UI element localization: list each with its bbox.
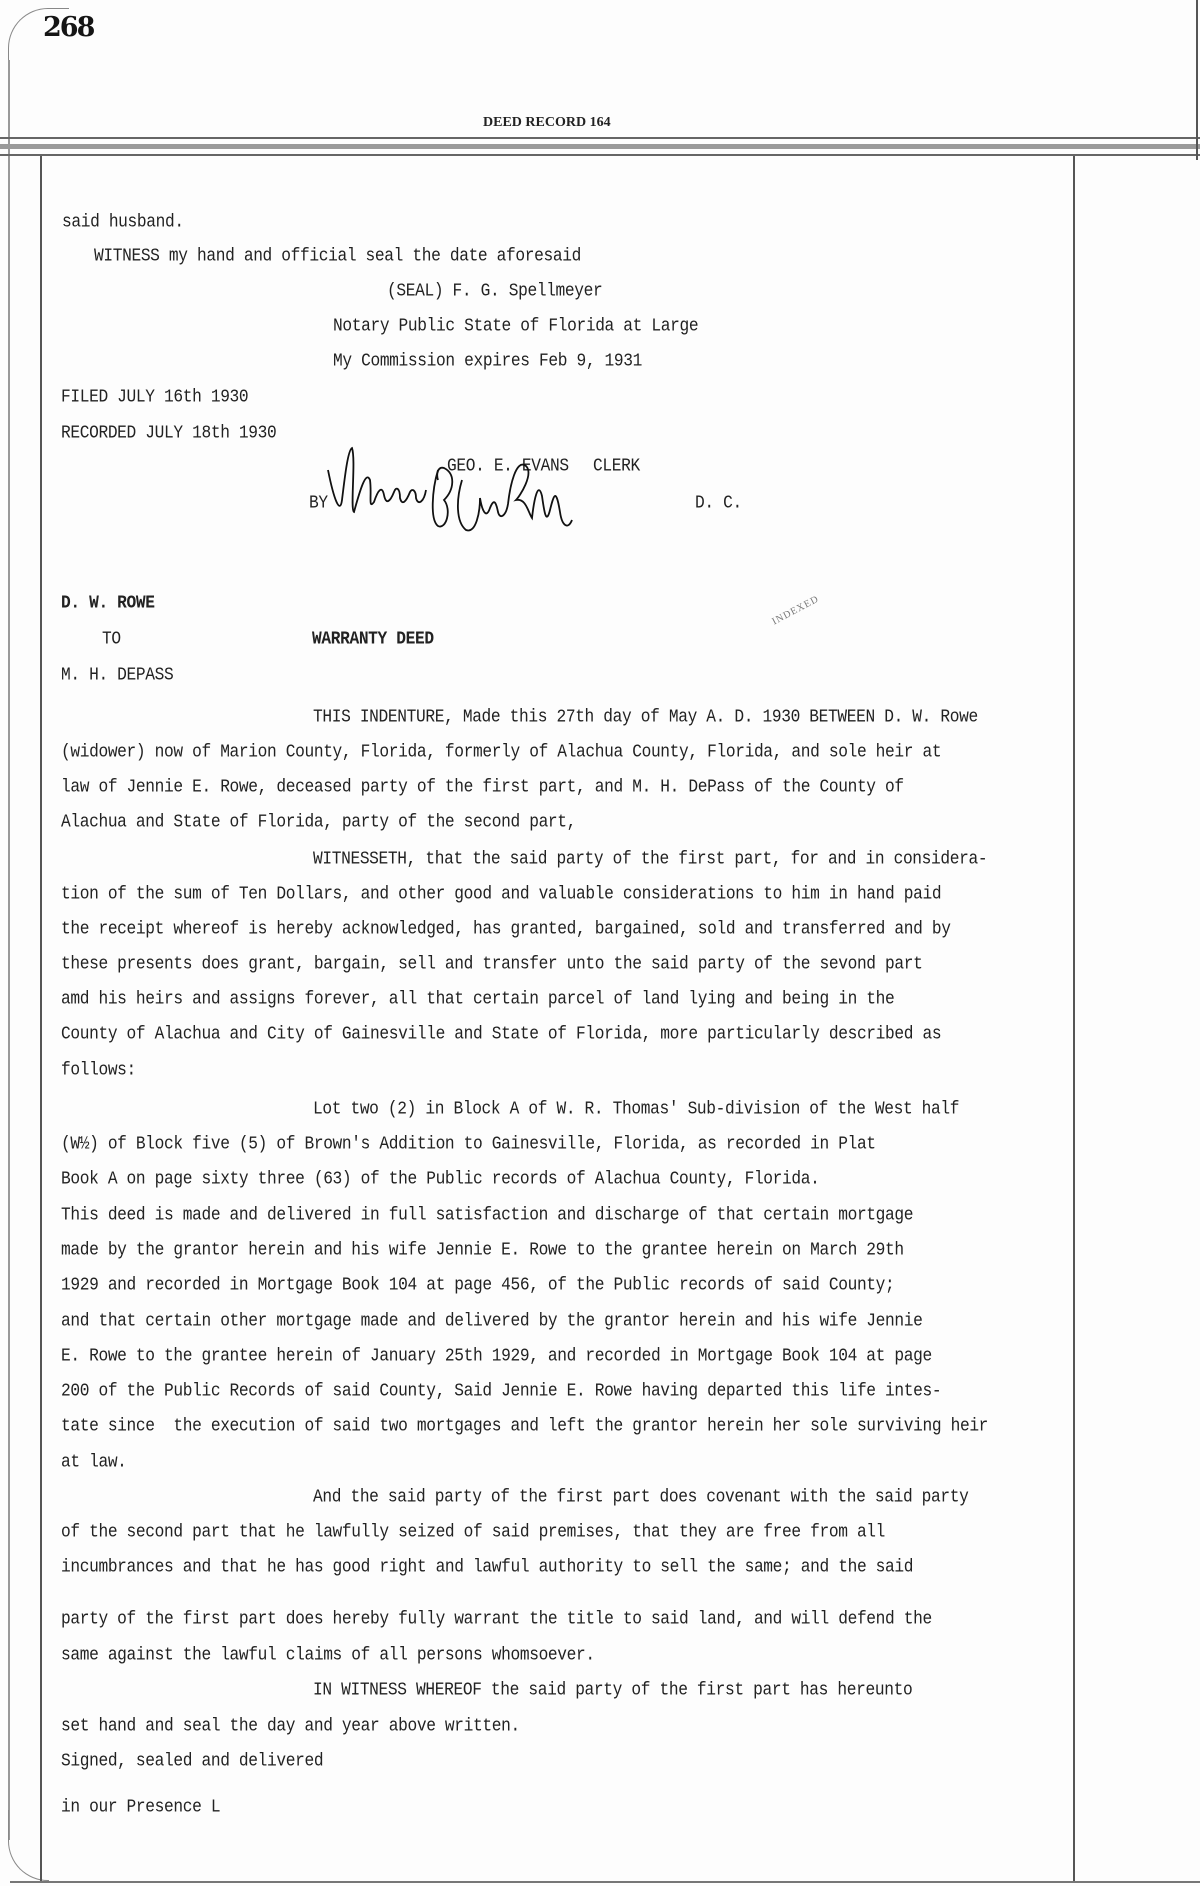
body-text-line: 200 of the Public Records of said County, Said Jennie E. Rowe having departed this life intes- [61,1381,942,1402]
clerk-name: GEO. E. EVANS [447,456,569,477]
deed-type: WARRANTY DEED [312,629,434,650]
body-text-line: 1929 and recorded in Mortgage Book 104 at page 456, of the Public records of said County; [61,1275,895,1296]
body-text-line: WITNESSETH, that the said party of the first part, for and in considera- [313,849,988,870]
body-text-line: in our Presence L [61,1797,221,1818]
to-label: TO [102,629,121,650]
body-text-line: Signed, sealed and delivered [61,1751,324,1772]
body-text-line: County of Alachua and City of Gainesville and State of Florida, more particularly described as [61,1024,942,1045]
clerk-title: CLERK [593,456,640,477]
body-text-line: at law. [61,1452,127,1473]
body-text-line: tion of the sum of Ten Dollars, and other good and valuable considerations to him in hand paid [61,884,942,905]
text-line: WITNESS my hand and official seal the date aforesaid [94,246,581,267]
indexed-stamp: INDEXED [770,593,822,628]
deputy-clerk-label: D. C. [695,493,742,514]
page-bottom-curl [8,1810,49,1881]
body-text-line: tate since the execution of said two mortgages and left the grantor herein her sole surviving heir [61,1416,989,1437]
text-line: said husband. [62,212,184,233]
body-text-line: law of Jennie E. Rowe, deceased party of the first part, and M. H. DePass of the County of [61,777,904,798]
body-text-line: follows: [61,1060,136,1081]
by-label: BY [309,493,328,514]
right-corner-line [1196,0,1198,160]
bottom-rule [10,1881,1200,1883]
body-text-line: Lot two (2) in Block A of W. R. Thomas' Sub-division of the West half [313,1099,960,1120]
header-rule-bottom [0,154,1200,156]
record-title: DEED RECORD 164 [483,115,611,130]
body-text-line: amd his heirs and assigns forever, all that certain parcel of land lying and being in the [61,989,895,1010]
body-text-line: and that certain other mortgage made and delivered by the grantor herein and his wife Jennie [61,1311,923,1332]
filed-date: FILED JULY 16th 1930 [61,387,249,408]
body-text-line: IN WITNESS WHEREOF the said party of the first part has hereunto [313,1680,913,1701]
body-text-line: made by the grantor herein and his wife Jennie E. Rowe to the grantee herein on March 29th [61,1240,904,1261]
grantor-name: D. W. ROWE [61,593,155,614]
handwritten-signature [320,440,580,550]
page-number: 268 [43,12,94,43]
body-text-line: of the second part that he lawfully seized of said premises, that they are free from all [61,1522,886,1543]
body-text-line: the receipt whereof is hereby acknowledged, has granted, bargained, sold and transferred and by [61,919,951,940]
body-text-line: (W½) of Block five (5) of Brown's Addition to Gainesville, Florida, as recorded in Plat [61,1134,876,1155]
recorded-date: RECORDED JULY 18th 1930 [61,423,277,444]
header-rule-thick [0,144,1200,149]
body-text-line: This deed is made and delivered in full satisfaction and discharge of that certain mortgage [61,1205,914,1226]
page-left-edge [8,60,10,1840]
body-text-line: (widower) now of Marion County, Florida, formerly of Alachua County, Florida, and sole heir at [61,742,942,763]
body-text-line: Alachua and State of Florida, party of the second part, [61,812,577,833]
notary-title: Notary Public State of Florida at Large [333,316,699,337]
grantee-name: M. H. DEPASS [61,665,174,686]
body-text-line: incumbrances and that he has good right and lawful authority to sell the same; and the said [61,1557,914,1578]
body-text-line: Book A on page sixty three (63) of the Public records of Alachua County, Florida. [61,1169,820,1190]
left-margin-line [40,156,42,1883]
body-text-line: THIS INDENTURE, Made this 27th day of May A. D. 1930 BETWEEN D. W. Rowe [313,707,978,728]
body-text-line: E. Rowe to the grantee herein of January 25th 1929, and recorded in Mortgage Book 104 at page [61,1346,932,1367]
right-margin-line [1073,156,1075,1883]
header-rule-top [0,137,1200,139]
notary-signature-line: (SEAL) F. G. Spellmeyer [387,281,603,302]
body-text-line: same against the lawful claims of all persons whomsoever. [61,1645,595,1666]
body-text-line: And the said party of the first part does covenant with the said party [313,1487,969,1508]
commission-expiry: My Commission expires Feb 9, 1931 [333,351,643,372]
body-text-line: set hand and seal the day and year above written. [61,1716,520,1737]
body-text-line: these presents does grant, bargain, sell and transfer unto the said party of the sevond part [61,954,923,975]
body-text-line: party of the first part does hereby fully warrant the title to said land, and will defend the [61,1609,932,1630]
